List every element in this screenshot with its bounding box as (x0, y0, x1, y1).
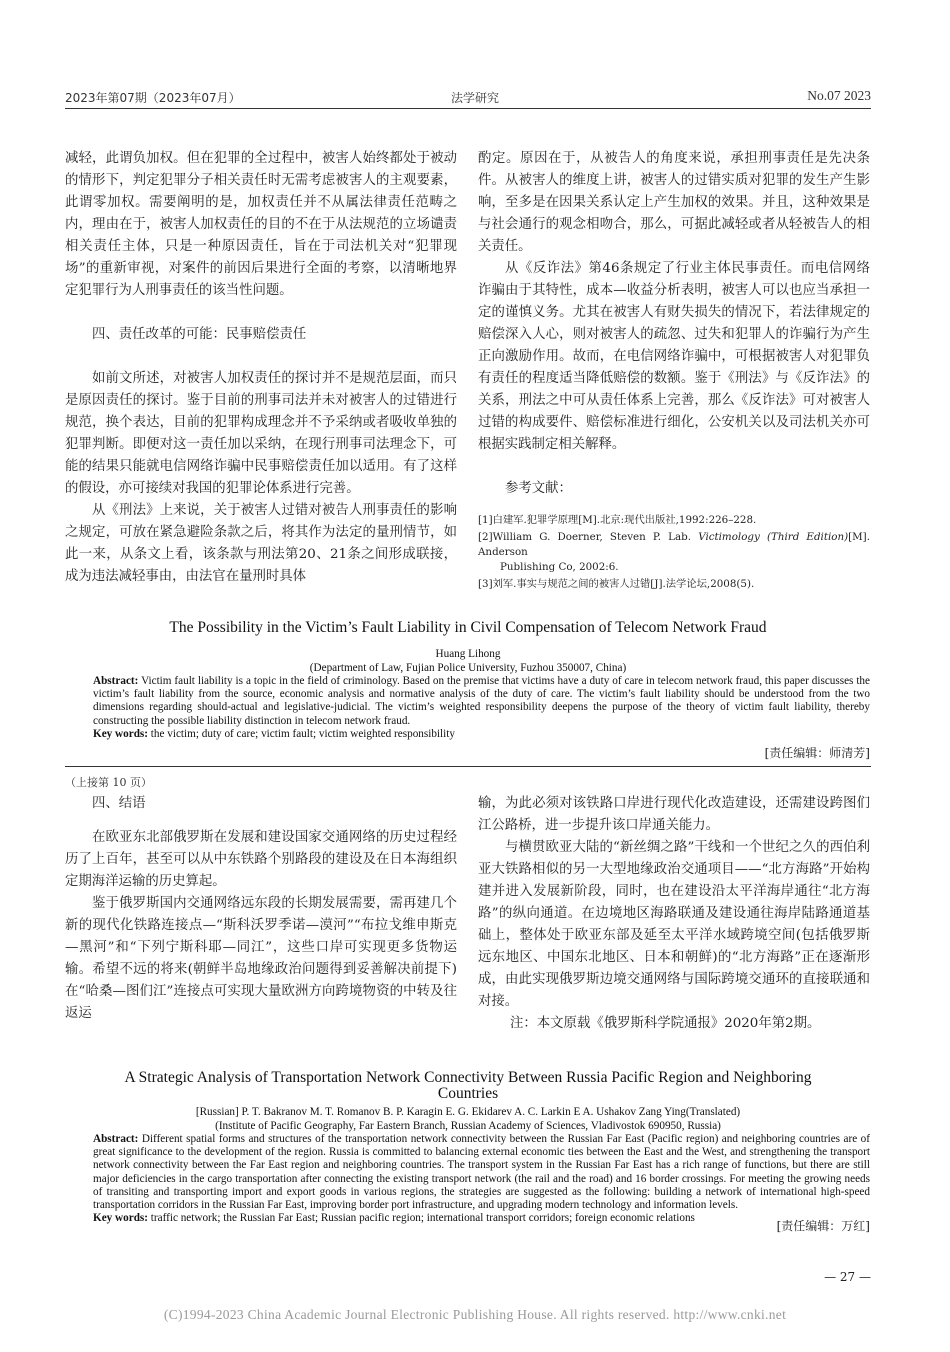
body-paragraph: 输，为此必须对该铁路口岸进行现代化改造建设，还需建设跨图们江公路桥，进一步提升该口岸通关能力。 (478, 796, 870, 833)
issue-number-header: No.07 2023 (807, 88, 871, 103)
keywords-label: Key words: (93, 727, 148, 740)
reference-item: [1]白建军.犯罪学原理[M].北京:现代出版社,1992:226–228. (478, 514, 757, 526)
english-authors: [Russian] P. T. Bakranov M. T. Romanov B. P. Karagin E. G. Ekidarev A. C. Larkin E A. Ushakov Zang Ying(Translated) (195, 1106, 741, 1118)
body-paragraph: 与横贯欧亚大陆的“新丝绸之路”干线和一个世纪之久的西伯利亚大铁路相似的另一大型地缘政治交通项目——“北方海路”开始构建并进入发展新阶段，同时，也在建设沿太平洋海岸通往“北方海路”的纵向通道。在边境地区海路联通及建设通往海岸陆路通道基础上，整体处于欧亚东部及延至太平洋水域跨境空间(包括俄罗斯远东地区、中国东北地区、日本和朝鲜)的“北方海路”正在逐渐形成，由此实现俄罗斯边境交通网络与国际跨境交通环的直接联通和对接。 (478, 840, 870, 1009)
editor-credit: [责任编辑：师清芳] (764, 746, 870, 760)
abstract-label: Abstract: (93, 675, 139, 687)
reference-list (478, 513, 870, 592)
references-heading: 参考文献： (505, 481, 572, 496)
keywords-text: the victim; duty of care; victim fault; victim weighted responsibility (150, 727, 455, 740)
english-title: The Possibility in the Victim’s Fault Liability in Civil Compensation of Telecom Network Fraud (169, 619, 767, 636)
abstract-text: Different spatial forms and structures of the transportation network connectivity between the Russian Far East (Pacific region) and neighboring countries are of great significance to the development of the region. Russia is committed to balancing external economic ties between the East and the West, and strengthening the transport network connectivity between the Far East region and neighboring countries. The transport system in the Russian Far East has a rich range of functions, but there are still major deficiencies in the cargo transportation after connecting the existing transport network (the rail and the road) and 16 border crossings. For meeting the growing needs of transiting and transporting import and export goods in various regions, the strategies are suggested as the following: building a network of international high-speed transportation corridors in the Russian Far East, improving border port infrastructure, and upgrading modern technology and information levels. (93, 1133, 870, 1212)
keywords-text: traffic network; the Russian Far East; Russian pacific region; international transport corridors; foreign economic relations (150, 1212, 695, 1225)
english-author: Huang Lihong (435, 648, 501, 660)
abstract-text: Victim fault liability is a topic in the field of criminology. Based on the premise that victims have a duty of care in telecom network fraud, this paper discusses the victim’s fault liability from the source, economic analysis and normative analysis of the duty of care. The victim’s fault liability should be understood from the two dimensions regarding should-actual and legislative-judicial. The victim’s weighted responsibility deepens the purpose of the theory of victim fault liability, thereby constructing the possible liability distinction in telecom network fraud. (93, 675, 870, 727)
editor-credit: [责任编辑：万红] (776, 1219, 870, 1233)
section-heading: 四、责任改革的可能：民事赔偿责任 (92, 327, 307, 342)
english-affiliation: (Institute of Pacific Geography, Far Eastern Branch, Russian Academy of Sciences, Vladivostok 690950, Russia) (215, 1120, 721, 1132)
article1-left-column (65, 148, 457, 588)
body-paragraph: 鉴于俄罗斯国内交通网络远东段的长期发展需要，需再建几个新的现代化铁路连接点—“斯科沃罗季诺—漠河”“布拉戈维申斯克—黑河”和“下列宁斯科耶—同江”，这些口岸可实现更多货物运输。希望不远的将来(朝鲜半岛地缘政治问题得到妥善解决前提下)在“哈桑—图们江”连接点可实现大量欧洲方向跨境物资的中转及往返运 (65, 896, 457, 1021)
abstract-label: Abstract: (93, 1133, 139, 1145)
english-title: A Strategic Analysis of Transportation Network Connectivity Between Russia Pacific Region and Neighboring Countries (124, 1069, 812, 1102)
body-paragraph: 从《刑法》上来说，关于被害人过错对被告人刑事责任的影响之规定，可放在紧急避险条款之后，将其作为法定的量刑情节，如此一来，从条文上看，该条款与刑法第20、21条之间形成联接，成为违法减轻事由，由法官在量刑时具体 (65, 503, 457, 584)
section-heading: 四、结语 (92, 796, 146, 811)
journal-name-header: 法学研究 (450, 91, 499, 105)
article2-right-column (478, 793, 870, 1035)
english-abstract (93, 675, 870, 741)
body-paragraph: 从《反诈法》第46条规定了行业主体民事责任。而电信网络诈骗由于其特性，成本—收益分析表明，被害人可以也应当承担一定的谨慎义务。尤其在被害人有财失损失的情况下，若法律规定的赔偿深入人心，则对被害人的疏忽、过失和犯罪人的诈骗行为产生正向激励作用。故而，在电信网络诈骗中，可根据被害人对犯罪负有责任的程度适当降低赔偿的数额。鉴于《刑法》与《反诈法》的关系，刑法之中可从责任体系上完善，那么《反诈法》可对被害人过错的构成要件、赔偿标准进行细化，公安机关以及司法机关亦可根据实践制定相关解释。 (478, 261, 870, 452)
body-paragraph: 在欧亚东北部俄罗斯在发展和建设国家交通网络的历史过程经历了上百年，甚至可以从中东铁路个别路段的建设及在日本海组织定期海洋运输的历史算起。 (65, 830, 457, 889)
reference-item: [2]William G. Doerner, Steven P. Lab. Victimology (Third Edition)[M]. Anderson (478, 531, 870, 558)
continued-from-note: （上接第 10 页） (65, 776, 152, 789)
journal-issue-header: 2023年第07期（2023年07月） (65, 91, 241, 105)
body-paragraph: 如前文所述，对被害人加权责任的探讨并不是规范层面，而只是原因责任的探讨。鉴于目前的刑事司法并未对被害人的过错进行规范，换个表达，目前的犯罪构成理念并不予采纳或者吸收单独的犯罪判断。即便对这一责任加以采纳，在现行刑事司法理念下，可能的结果只能就电信网络诈骗中民事赔偿责任加以适用。有了这样的假设，亦可接续对我国的犯罪论体系进行完善。 (65, 371, 457, 496)
header-rule (65, 108, 871, 109)
english-affiliation: (Department of Law, Fujian Police University, Fuzhou 350007, China) (309, 662, 627, 674)
source-note: 注：本文原载《俄罗斯科学院通报》2020年第2期。 (510, 1016, 821, 1031)
copyright-footer: (C)1994-2023 China Academic Journal Electronic Publishing House. All rights reserved. http://www.cnki.net (163, 1307, 787, 1322)
body-paragraph: 酌定。原因在于，从被告人的角度来说，承担刑事责任是先决条件。从被害人的维度上讲，被害人的过错实质对犯罪的发生产生影响，至多是在因果关系认定上产生加权的效果。并且，这种效果是与社会通行的观念相吻合，那么，可据此减轻或者从轻被告人的相关责任。 (478, 151, 870, 254)
english-abstract (93, 1133, 870, 1225)
article2-left-column (65, 793, 457, 1025)
keywords-label: Key words: (93, 1212, 148, 1225)
reference-item: [3]刘军.事实与规范之间的被害人过错[J].法学论坛,2008(5). (478, 578, 755, 590)
body-paragraph: 减轻，此谓负加权。但在犯罪的全过程中，被害人始终都处于被动的情形下，判定犯罪分子相关责任时无需考虑被害人的主观要素，此谓零加权。需要阐明的是，加权责任并不从属法律责任范畴之内，理由在于，被害人加权责任的目的不在于从法规范的立场谴责相关责任主体，只是一种原因责任，旨在于司法机关对“犯罪现场”的重新审视，对案件的前因后果进行全面的考察，以清晰地界定犯罪行为人刑事责任的该当性问题。 (65, 151, 457, 298)
article-divider (65, 766, 871, 767)
article1-right-column (478, 148, 870, 594)
reference-continuation: Publishing Co, 2002:6. (500, 561, 619, 573)
page-number: — 27 — (824, 1270, 871, 1284)
